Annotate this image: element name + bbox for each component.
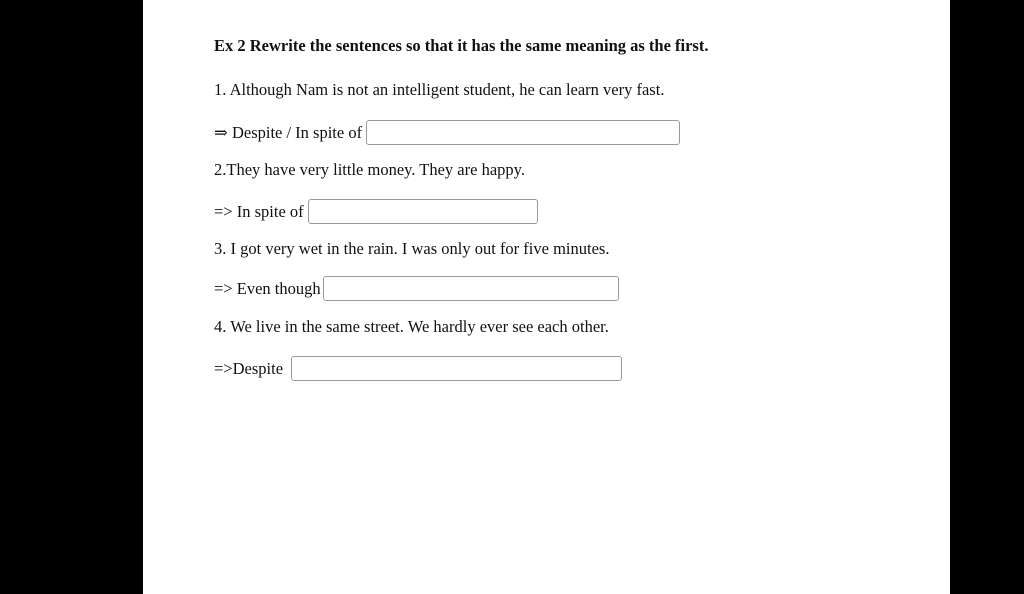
rewrite-row-1 (214, 120, 680, 145)
document-page (143, 0, 950, 594)
sentence-2: 2.They have very little money. They are happy. (214, 160, 525, 179)
rewrite-prompt-4: =>Despite (214, 358, 284, 378)
sentence-4: 4. We live in the same street. We hardly ever see each other. (214, 317, 609, 336)
answer-input-3[interactable] (323, 276, 619, 301)
exercise-title: Ex 2 Rewrite the sentences so that it has the same meaning as the first. (214, 36, 709, 55)
rewrite-row-2 (214, 199, 538, 224)
answer-input-1[interactable] (366, 120, 680, 145)
rewrite-row-4 (214, 356, 622, 381)
rewrite-prompt-2: => In spite of (214, 201, 304, 221)
answer-input-2[interactable] (308, 199, 538, 224)
sentence-3: 3. I got very wet in the rain. I was only out for five minutes. (214, 239, 610, 258)
sentence-1: 1. Although Nam is not an intelligent student, he can learn very fast. (214, 80, 665, 99)
rewrite-prompt-3: => Even though (214, 278, 321, 298)
rewrite-row-3 (214, 276, 619, 301)
rewrite-prompt-1: ⇒ Despite / In spite of (214, 122, 363, 142)
answer-input-4[interactable] (291, 356, 622, 381)
